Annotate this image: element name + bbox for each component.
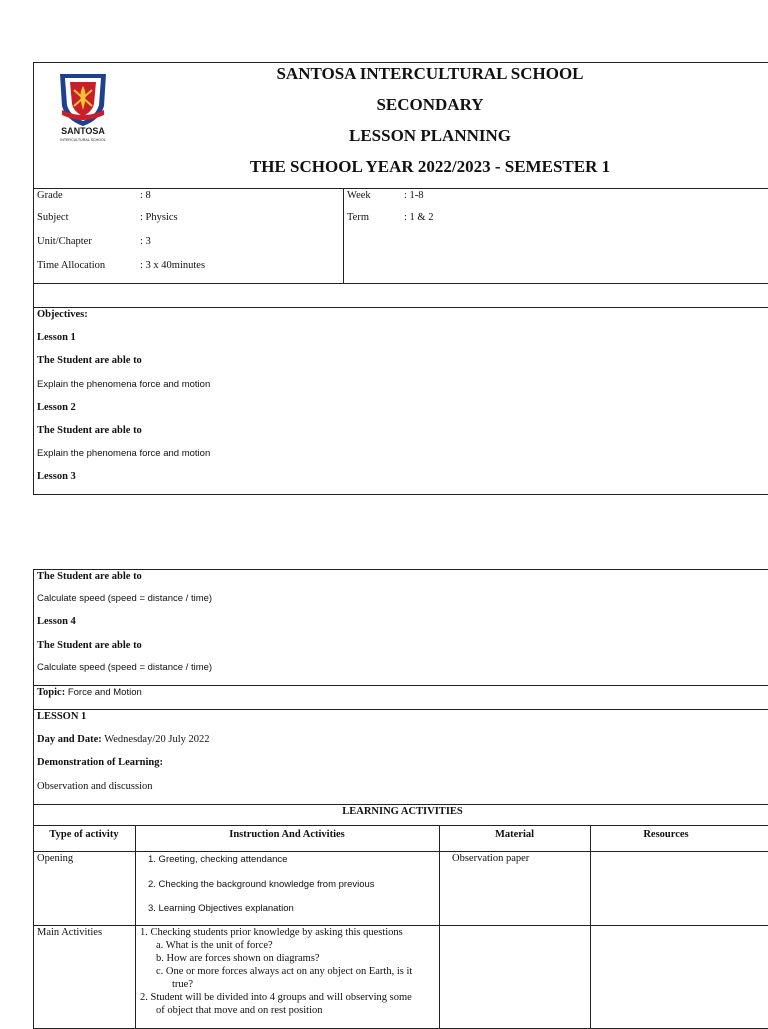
lesson-date-line [37,734,210,746]
opening-material: Observation paper [452,853,530,864]
demo-label: Demonstration of Learning: [37,757,163,768]
date-label: Day and Date: [37,734,102,745]
objective-text-4: Calculate speed (speed = distance / time) [37,662,213,673]
objective-lesson-1: Lesson 1 [37,332,76,343]
doc-title: LESSON PLANNING [348,126,511,145]
opening-item-3: 3. Learning Objectives explanation [148,903,294,914]
main-type: Main Activities [37,927,103,938]
grade-value: : 8 [140,190,151,201]
grade-label: Grade [37,190,63,201]
objective-able-1: The Student are able to [37,355,142,366]
school-logo [48,70,118,150]
lesson-box [33,569,768,1029]
main-line-1: 1. Checking students prior knowledge by asking this questions [140,927,403,938]
unit-label: Unit/Chapter [37,236,92,247]
level-title: SECONDARY [376,95,484,114]
main-line-3: b. How are forces shown on diagrams? [156,953,320,964]
opening-type: Opening [37,853,74,864]
col-type-header: Type of activity [49,829,119,840]
school-name: SANTOSA INTERCULTURAL SCHOOL [276,64,584,83]
main-line-7: of object that move and on rest position [156,1005,323,1016]
main-line-6: 2. Student will be divided into 4 groups and will observing some [140,992,412,1003]
activities-heading: LEARNING ACTIVITIES [342,806,463,817]
topic-label: Topic: [37,687,66,698]
objective-able-4: The Student are able to [37,640,142,651]
col-resources-header: Resources [643,829,689,840]
subject-label: Subject [37,212,69,223]
time-label: Time Allocation [37,260,106,271]
objective-text-2: Explain the phenomena force and motion [37,448,211,459]
objective-lesson-4: Lesson 4 [37,616,76,627]
week-label: Week [347,190,371,201]
date-value: Wednesday/20 July 2022 [104,734,210,745]
objectives-heading: Objectives: [37,309,88,320]
term-label: Term [347,212,370,223]
time-value: : 3 x 40minutes [140,260,206,271]
objective-text-3: Calculate speed (speed = distance / time) [37,593,213,604]
main-line-5: true? [172,979,193,990]
opening-item-1: 1. Greeting, checking attendance [148,854,288,865]
year-title: THE SCHOOL YEAR 2022/2023 - SEMESTER 1 [249,157,611,176]
logo-text: SANTOSA [61,126,105,136]
term-value: : 1 & 2 [404,212,434,223]
objective-able-3: The Student are able to [37,571,142,582]
logo-subtext: INTERCULTURAL SCHOOL [60,138,106,142]
demo-value: Observation and discussion [37,781,153,792]
main-line-2: a. What is the unit of force? [156,940,273,951]
lesson-title: LESSON 1 [37,711,87,722]
objective-lesson-2: Lesson 2 [37,402,76,413]
subject-value: : Physics [140,212,178,223]
topic-value: Force and Motion [67,687,142,698]
col-instruction-header: Instruction And Activities [229,829,345,840]
objective-lesson-3: Lesson 3 [37,471,76,482]
week-value: : 1-8 [404,190,424,201]
unit-value: : 3 [140,236,151,247]
topic-line [37,687,142,699]
objective-able-2: The Student are able to [37,425,142,436]
opening-item-2: 2. Checking the background knowledge from previous [148,879,375,890]
col-material-header: Material [494,829,535,840]
main-line-4: c. One or more forces always act on any object on Earth, is it [156,966,413,977]
objective-text-1: Explain the phenomena force and motion [37,379,211,390]
